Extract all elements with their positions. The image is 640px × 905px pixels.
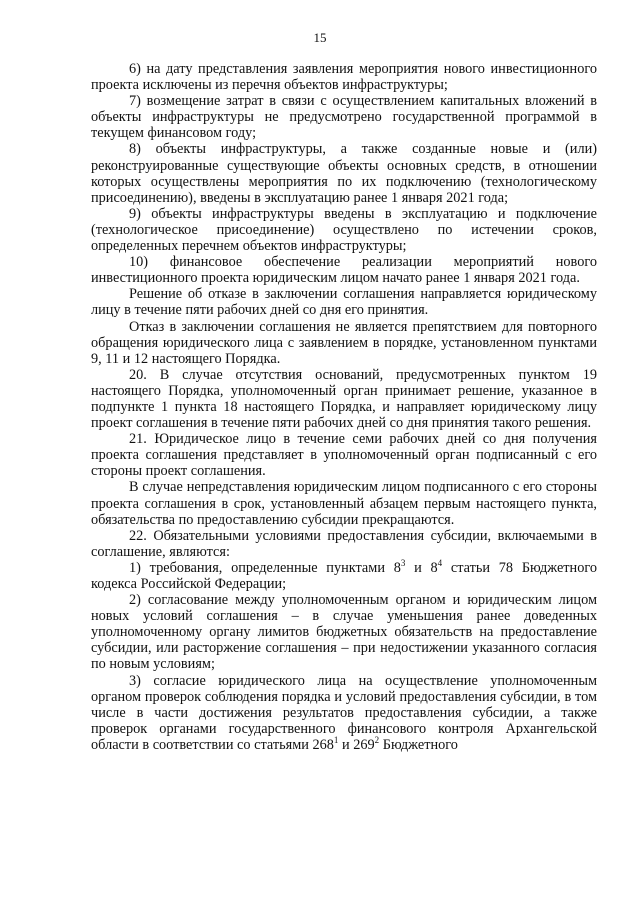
- superscript-2: 2: [374, 735, 380, 746]
- condition-3-text-mid: и 269: [338, 736, 375, 753]
- paragraph-item-9: 9) объекты инфраструктуры введены в эксплуатацию и подключение (технологическое присоединение) осуществлено по истечении сроков, определенных перечнем объектов инфраструктуры;: [91, 205, 597, 255]
- superscript-4: 4: [437, 558, 443, 569]
- paragraph-clause-22: 22. Обязательными условиями предоставления субсидии, включаемыми в соглашение, являются:: [91, 527, 597, 560]
- condition-3-text-end: Бюджетного: [379, 736, 458, 753]
- page-number: 15: [313, 30, 327, 45]
- paragraph-item-8: 8) объекты инфраструктуры, а также созданные новые и (или) реконструированные существующие объекты основных средств, в отношении которых осуществлены мероприятия по их подключению (технологическому присоединению), введены в эксплуатацию ранее 1 января 2021 года;: [91, 141, 597, 206]
- paragraph-item-6: 6) на дату представления заявления мероприятия нового инвестиционного проекта исключены из перечня объектов инфраструктуры;: [91, 61, 597, 94]
- paragraph-condition-1: [91, 560, 597, 592]
- paragraph-condition-2: 2) согласование между уполномоченным органом и юридическим лицом новых условий соглашения – в случае уменьшения ранее доведенных уполномоченному органу лимитов бюджетных обязательств на предоставление субсидии, или расторжение соглашения – при недостижении указанного согласия по новым условиям;: [91, 592, 597, 673]
- superscript-1: 1: [333, 735, 339, 746]
- paragraph-refusal-not-obstacle: Отказ в заключении соглашения не является препятствием для повторного обращения юридического лица с заявлением в порядке, установленном пунктами 9, 11 и 12 настоящего Порядка.: [91, 318, 597, 367]
- paragraph-item-7: 7) возмещение затрат в связи с осуществлением капитальных вложений в объекты инфраструктуры не предусмотрено государственной программой в текущем финансовом году;: [91, 93, 597, 142]
- superscript-3: 3: [400, 558, 406, 569]
- condition-1-text-start: 1) требования, определенные пунктами 8: [129, 559, 401, 576]
- document-body: [91, 61, 597, 753]
- paragraph-clause-21: 21. Юридическое лицо в течение семи рабочих дней со дня получения проекта соглашения представляет в уполномоченный орган подписанный с его стороны проект соглашения.: [91, 431, 597, 480]
- paragraph-item-10: 10) финансовое обеспечение реализации мероприятий нового инвестиционного проекта юридическим лицом начато ранее 1 января 2021 года.: [91, 254, 597, 287]
- condition-1-text-mid: и 8: [405, 559, 438, 576]
- paragraph-condition-3: [91, 673, 597, 753]
- paragraph-non-submission: В случае непредставления юридическим лицом подписанного с его стороны проекта соглашения в срок, установленный абзацем первым настоящего пункта, обязательства по предоставлению субсидии прекращаются.: [91, 479, 597, 528]
- condition-1-text-end: статьи 78 Бюджетного кодекса Российской Федерации;: [91, 559, 598, 592]
- paragraph-clause-20: 20. В случае отсутствия оснований, предусмотренных пунктом 19 настоящего Порядка, уполномоченный орган принимает решение, указанное в подпункте 1 пункта 18 настоящего Порядка, и направляет юридическому лицу проект соглашения в течение пяти рабочих дней со дня принятия такого решения.: [91, 366, 597, 432]
- paragraph-refusal-notice: Решение об отказе в заключении соглашения направляется юридическому лицу в течение пяти рабочих дней со дня его принятия.: [91, 286, 597, 319]
- condition-3-text-start: 3) согласие юридического лица на осуществление уполномоченным органом проверок соблюдения порядка и условий предоставления субсидии, в том числе в части достижения результатов предоставления субсидии, а также проверок органами государственного финансового контроля Архангельской области в соответствии со статьями 268: [91, 672, 597, 753]
